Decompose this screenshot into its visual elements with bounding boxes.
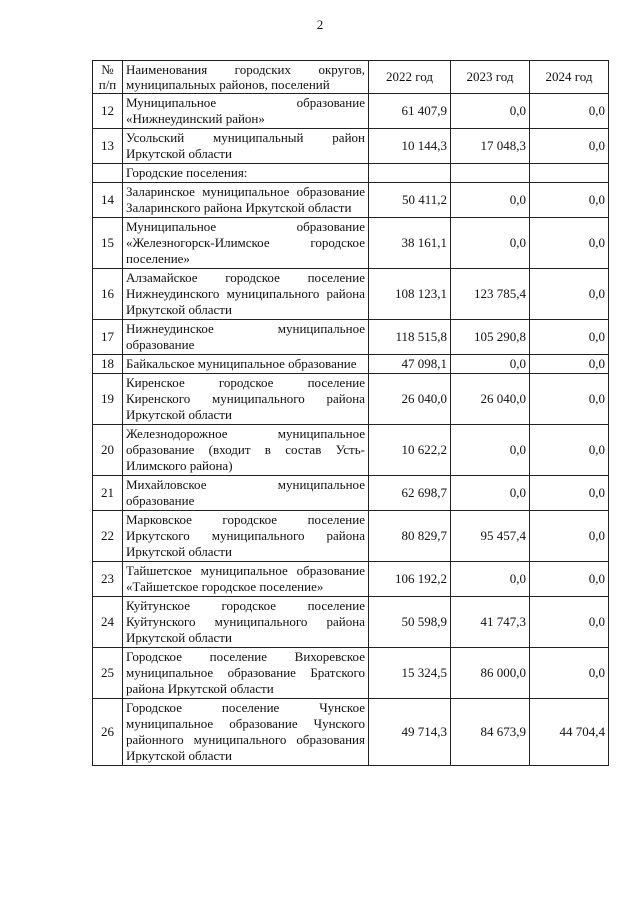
budget-table (92, 60, 609, 766)
row-number: 14 (93, 183, 123, 218)
table-row (93, 320, 609, 355)
table-row (93, 129, 609, 164)
row-number: 15 (93, 218, 123, 269)
row-name: Нижнеудинское муниципальное образование (123, 320, 369, 355)
row-value-2023: 0,0 (451, 183, 530, 218)
header-2023: 2023 год (451, 61, 530, 94)
row-value-2024: 0,0 (530, 425, 609, 476)
table-row (93, 597, 609, 648)
row-value-2023: 0,0 (451, 425, 530, 476)
row-value-2023: 0,0 (451, 355, 530, 374)
row-value-2022: 15 324,5 (369, 648, 451, 699)
section-empty-cell (530, 164, 609, 183)
row-number: 16 (93, 269, 123, 320)
row-value-2022: 62 698,7 (369, 476, 451, 511)
row-number: 22 (93, 511, 123, 562)
row-value-2024: 0,0 (530, 648, 609, 699)
header-2022: 2022 год (369, 61, 451, 94)
row-value-2022: 80 829,7 (369, 511, 451, 562)
row-value-2024: 0,0 (530, 269, 609, 320)
section-title: Городские поселения: (123, 164, 369, 183)
row-value-2022: 49 714,3 (369, 699, 451, 766)
table-row (93, 511, 609, 562)
row-name: Тайшетское муниципальное образование «Тайшетское городское поселение» (123, 562, 369, 597)
row-value-2023: 41 747,3 (451, 597, 530, 648)
row-value-2022: 50 598,9 (369, 597, 451, 648)
row-name: Муниципальное образование «Нижнеудинский район» (123, 94, 369, 129)
header-number-symbol: № (101, 62, 114, 77)
page-number: 2 (316, 17, 324, 32)
row-value-2022: 108 123,1 (369, 269, 451, 320)
row-name: Киренское городское поселение Киренского муниципального района Иркутской области (123, 374, 369, 425)
header-name: Наименования городских округов, муниципальных районов, поселений (123, 61, 369, 94)
row-name: Марковское городское поселение Иркутского муниципального района Иркутской области (123, 511, 369, 562)
row-value-2024: 0,0 (530, 320, 609, 355)
row-value-2024: 0,0 (530, 218, 609, 269)
row-number: 20 (93, 425, 123, 476)
row-value-2024: 0,0 (530, 94, 609, 129)
row-value-2023: 86 000,0 (451, 648, 530, 699)
row-value-2023: 0,0 (451, 94, 530, 129)
row-value-2023: 105 290,8 (451, 320, 530, 355)
header-2024: 2024 год (530, 61, 609, 94)
row-number: 21 (93, 476, 123, 511)
row-name: Алзамайское городское поселение Нижнеудинского муниципального района Иркутской области (123, 269, 369, 320)
row-value-2024: 0,0 (530, 129, 609, 164)
table-row (93, 94, 609, 129)
header-number-abbrev: п/п (98, 77, 117, 92)
row-number: 23 (93, 562, 123, 597)
section-empty-cell (93, 164, 123, 183)
row-value-2023: 0,0 (451, 562, 530, 597)
table-row (93, 476, 609, 511)
row-value-2022: 50 411,2 (369, 183, 451, 218)
row-number: 17 (93, 320, 123, 355)
table-row (93, 269, 609, 320)
row-value-2023: 95 457,4 (451, 511, 530, 562)
district-rows (93, 94, 609, 164)
row-number: 18 (93, 355, 123, 374)
section-empty-cell (369, 164, 451, 183)
row-value-2022: 10 144,3 (369, 129, 451, 164)
row-value-2022: 38 161,1 (369, 218, 451, 269)
row-name: Куйтунское городское поселение Куйтунского муниципального района Иркутской области (123, 597, 369, 648)
row-number: 26 (93, 699, 123, 766)
row-value-2024: 0,0 (530, 597, 609, 648)
section-header-group (93, 164, 609, 183)
row-number: 19 (93, 374, 123, 425)
row-name: Муниципальное образование «Железногорск-Илимское городское поселение» (123, 218, 369, 269)
row-value-2024: 0,0 (530, 355, 609, 374)
row-value-2024: 0,0 (530, 562, 609, 597)
row-value-2023: 26 040,0 (451, 374, 530, 425)
row-name: Городское поселение Вихоревское муниципальное образование Братского района Иркутской области (123, 648, 369, 699)
row-value-2024: 0,0 (530, 183, 609, 218)
table-row (93, 562, 609, 597)
row-name: Усольский муниципальный район Иркутской области (123, 129, 369, 164)
settlement-rows (93, 183, 609, 766)
table-row (93, 218, 609, 269)
table-row (93, 355, 609, 374)
row-value-2022: 10 622,2 (369, 425, 451, 476)
row-value-2023: 0,0 (451, 218, 530, 269)
table-row (93, 648, 609, 699)
row-value-2022: 26 040,0 (369, 374, 451, 425)
row-value-2023: 84 673,9 (451, 699, 530, 766)
row-number: 12 (93, 94, 123, 129)
row-name: Городское поселение Чунское муниципальное образование Чунского районного муниципального образования Иркутской области (123, 699, 369, 766)
row-value-2023: 123 785,4 (451, 269, 530, 320)
row-value-2022: 47 098,1 (369, 355, 451, 374)
header-number (93, 61, 123, 94)
table-row (93, 374, 609, 425)
row-value-2022: 106 192,2 (369, 562, 451, 597)
row-name: Заларинское муниципальное образование Заларинского района Иркутской области (123, 183, 369, 218)
row-value-2023: 0,0 (451, 476, 530, 511)
header-row (93, 61, 609, 94)
row-name: Байкальское муниципальное образование (123, 355, 369, 374)
section-empty-cell (451, 164, 530, 183)
row-value-2024: 0,0 (530, 374, 609, 425)
row-number: 13 (93, 129, 123, 164)
table-row (93, 183, 609, 218)
table-row (93, 425, 609, 476)
row-value-2024: 44 704,4 (530, 699, 609, 766)
row-value-2022: 118 515,8 (369, 320, 451, 355)
row-value-2024: 0,0 (530, 511, 609, 562)
row-name: Михайловское муниципальное образование (123, 476, 369, 511)
row-value-2022: 61 407,9 (369, 94, 451, 129)
table-row (93, 699, 609, 766)
section-header-row (93, 164, 609, 183)
row-number: 25 (93, 648, 123, 699)
row-name: Железнодорожное муниципальное образование (входит в состав Усть-Илимского района) (123, 425, 369, 476)
row-number: 24 (93, 597, 123, 648)
row-value-2024: 0,0 (530, 476, 609, 511)
row-value-2023: 17 048,3 (451, 129, 530, 164)
